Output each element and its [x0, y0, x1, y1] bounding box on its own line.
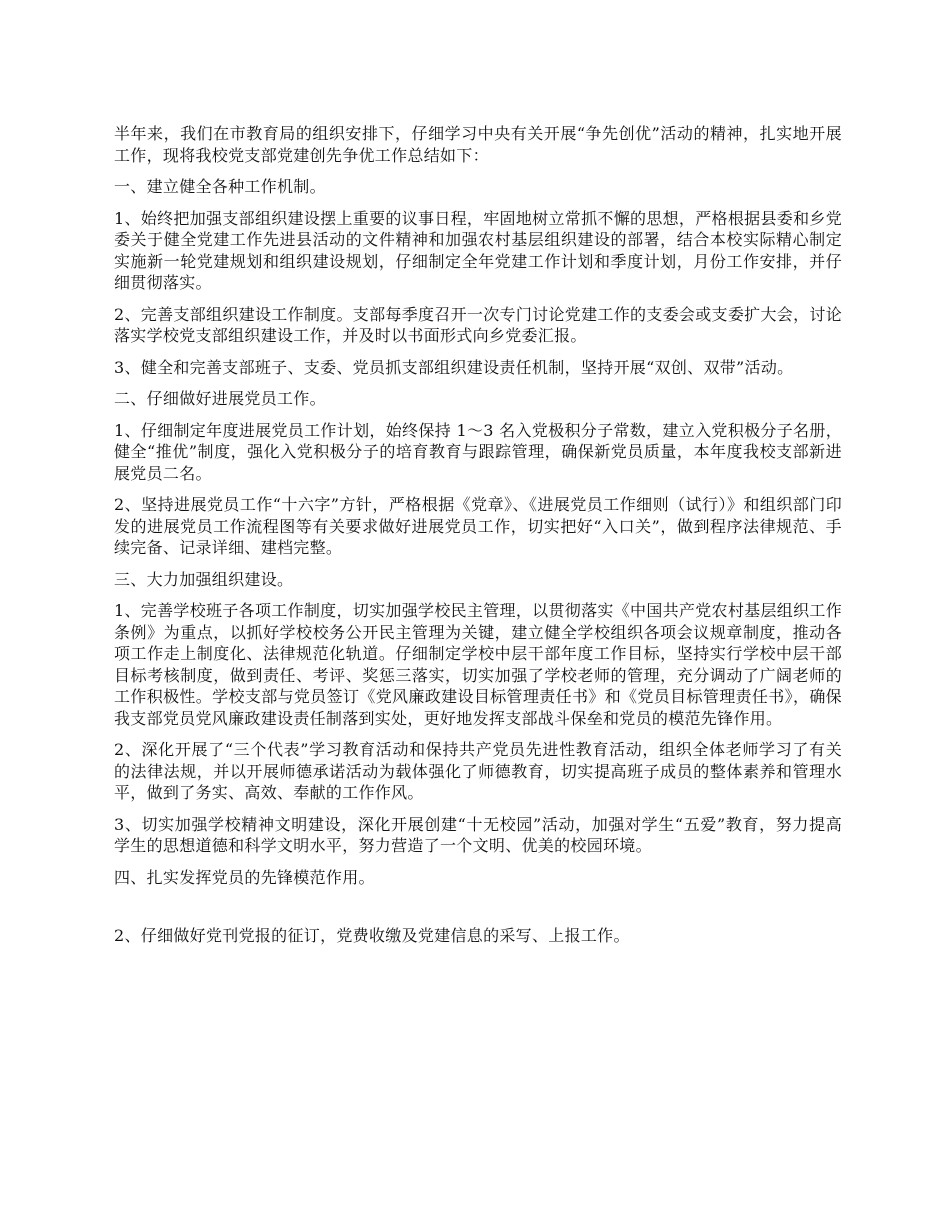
paragraph-1-1: 1、始终把加强支部组织建设摆上重要的议事日程，牢固地树立常抓不懈的思想，严格根据县委和乡党委关于健全党建工作先进县活动的文件精神和加强农村基层组织建设的部署，结合本校实际精心制定实施新一轮党建规划和组织建设规划，仔细制定全年党建工作计划和季度计划，月份工作安排，并仔细贯彻落实。	[114, 208, 842, 292]
paragraph-1-2: 2、完善支部组织建设工作制度。支部每季度召开一次专门讨论党建工作的支委会或支委扩大会，讨论落实学校党支部组织建设工作，并及时以书面形式向乡党委汇报。	[114, 304, 842, 345]
document-body	[114, 123, 842, 957]
intro-paragraph: 半年来，我们在市教育局的组织安排下，仔细学习中央有关开展“争先创优”活动的精神，扎实地开展工作，现将我校党支部党建创先争优工作总结如下：	[114, 124, 842, 165]
section-heading-2: 二、仔细做好进展党员工作。	[114, 389, 326, 408]
section-heading-3: 三、大力加强组织建设。	[114, 569, 294, 589]
paragraph-2-2: 2、坚持进展党员工作“十六字”方针，严格根据《党章》、《进展党员工作细则（试行）》和组织部门印发的进展党员工作流程图等有关要求做好进展党员工作，切实把好“入口关”，做到程序法律规范、手续完备、记录详细、建档完整。	[114, 495, 842, 557]
paragraph-4-2: 2、仔细做好党刊党报的征订，党费收缴及党建信息的采写、上报工作。	[114, 926, 630, 945]
paragraph-2-1: 1、仔细制定年度进展党员工作计划，始终保持 1～3 名入党极积分子常数，建立入党积极分子名册，健全“推优”制度，强化入党积极分子的培育教育与跟踪管理，确保新党员质量，本年度我校支部新进展党员二名。	[114, 420, 842, 483]
paragraph-3-2: 2、深化开展了“三个代表”学习教育活动和保持共产党员先进性教育活动，组织全体老师学习了有关的法律法规，并以开展师德承诺活动为载体强化了师德教育，切实提高班子成员的整体素养和管理水平，做到了务实、高效、奉献的工作作风。	[114, 740, 842, 802]
paragraph-3-3: 3、切实加强学校精神文明建设，深化开展创建“十无校园”活动，加强对学生“五爱”教育，努力提高学生的思想道德和科学文明水平，努力营造了一个文明、优美的校园环境。	[114, 814, 842, 855]
section-heading-1: 一、建立健全各种工作机制。	[114, 177, 326, 196]
paragraph-3-1: 1、完善学校班子各项工作制度，切实加强学校民主管理，以贯彻落实《中国共产党农村基层组织工作条例》为重点，以抓好学校校务公开民主管理为关键，建立健全学校组织各项会议规章制度，推动各项工作走上制度化、法律规范化轨道。仔细制定学校中层干部年度工作目标，坚持实行学校中层干部目标考核制度，做到责任、考评、奖惩三落实，切实加强了学校老师的管理，充分调动了广阔老师的工作积极性。学校支部与党员签订《党风廉政建设目标管理责任书》和《党员目标管理责任书》，确保我支部党员党风廉政建设责任制落到实处，更好地发挥支部战斗保垒和党员的模范先锋作用。	[114, 601, 842, 728]
section-heading-4: 四、扎实发挥党员的先锋模范作用。	[114, 867, 375, 887]
paragraph-1-3: 3、健全和完善支部班子、支委、党员抓支部组织建设责任机制，坚持开展“双创、双带”活动。	[114, 357, 794, 377]
